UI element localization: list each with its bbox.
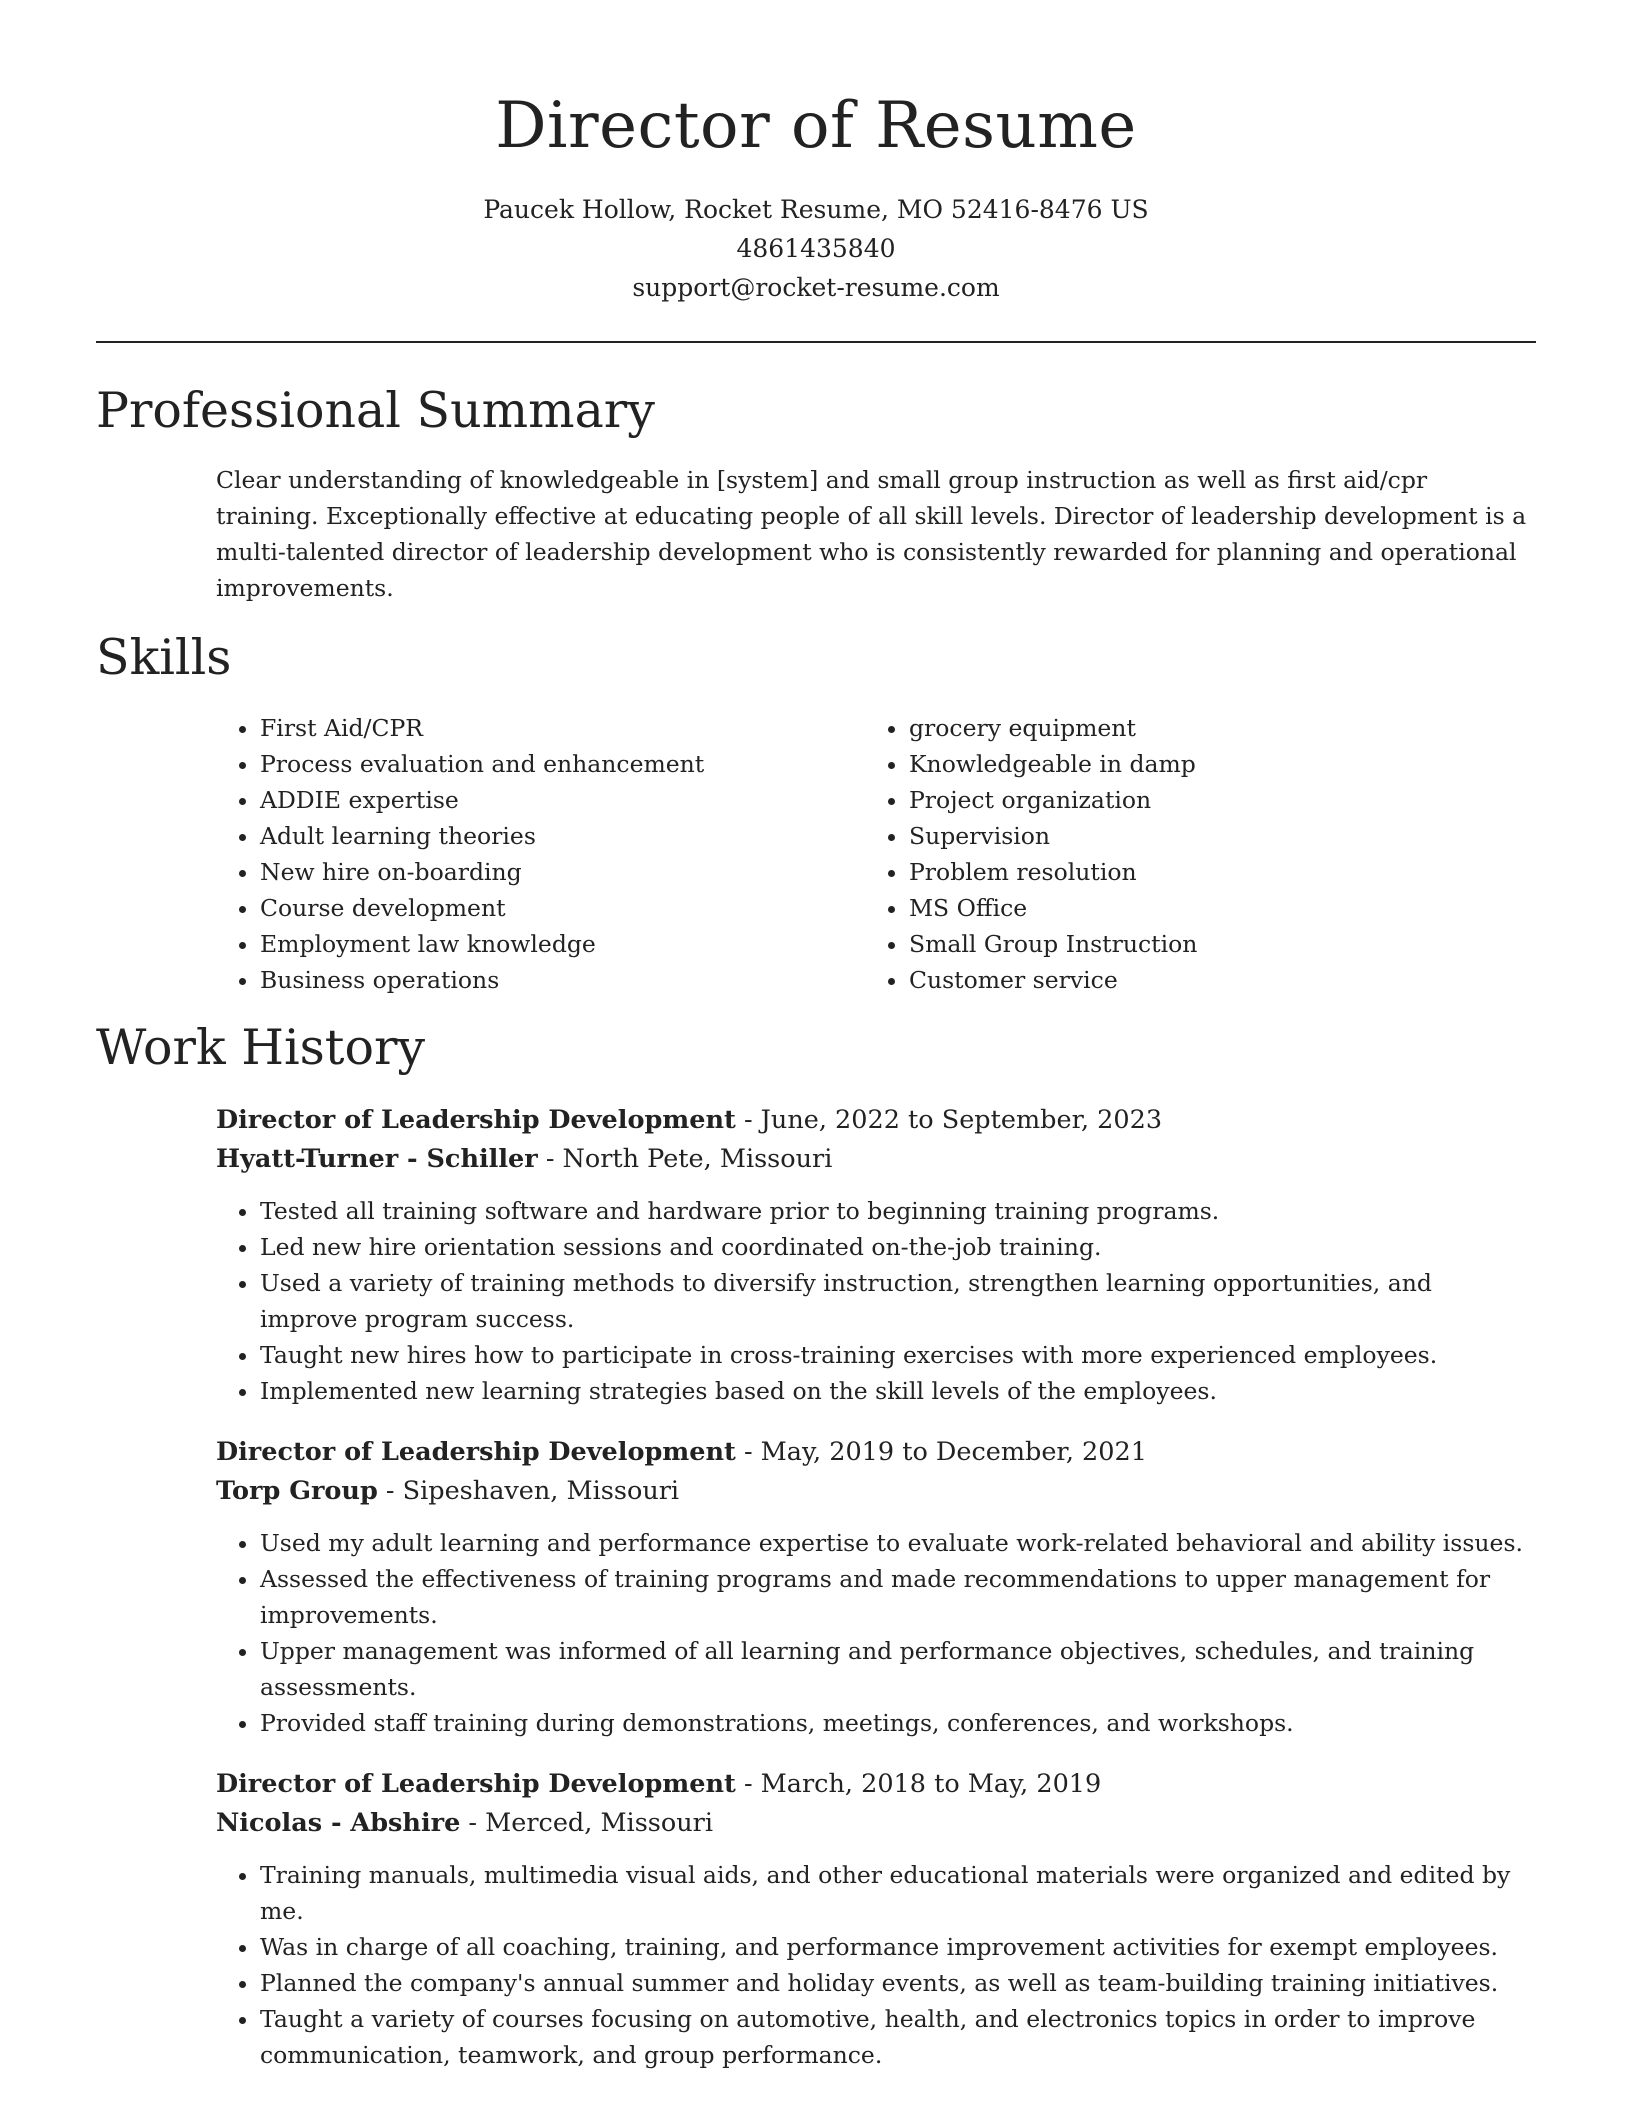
candidate-name: Director of Resume (495, 89, 1137, 163)
work-history-heading: Work History (96, 1019, 426, 1076)
job-company-line: Nicolas - Abshire - Merced, Missouri (216, 1808, 713, 1838)
job-bullet: • Implemented new learning strategies based on the skill levels of the employees. (260, 1373, 1536, 1409)
job-title-line: Director of Leadership Development - May, 2019 to December, 2021 (216, 1437, 1147, 1467)
phone: 4861435840 (736, 234, 896, 263)
job-company: Torp Group (216, 1476, 378, 1506)
skill-item: • Employment law knowledge (260, 926, 865, 962)
header-divider (96, 341, 1536, 343)
job-bullet: • Planned the company's annual summer and holiday events, as well as team-building training initiatives. (260, 1965, 1536, 2001)
job-company: Hyatt-Turner - Schiller (216, 1144, 538, 1174)
skill-item: • Problem resolution (909, 854, 1514, 890)
job-bullet: • Led new hire orientation sessions and coordinated on-the-job training. (260, 1229, 1536, 1265)
job-title: Director of Leadership Development (216, 1437, 736, 1467)
skill-item: • Process evaluation and enhancement (260, 746, 865, 782)
job-location: Sipeshaven, Missouri (402, 1476, 680, 1506)
skill-item: • MS Office (909, 890, 1514, 926)
job-entry (216, 1101, 1536, 1409)
job-title: Director of Leadership Development (216, 1769, 736, 1799)
job-company-line: Hyatt-Turner - Schiller - North Pete, Missouri (216, 1144, 833, 1174)
skill-item: • Project organization (909, 782, 1514, 818)
address: Paucek Hollow, Rocket Resume, MO 52416-8476 US (483, 195, 1149, 224)
skill-item: • Small Group Instruction (909, 926, 1514, 962)
job-location: North Pete, Missouri (562, 1144, 833, 1174)
skill-item: • First Aid/CPR (260, 710, 865, 746)
job-bullet: • Provided staff training during demonstrations, meetings, conferences, and workshops. (260, 1705, 1536, 1741)
job-entry (216, 1765, 1536, 2073)
job-title: Director of Leadership Development (216, 1105, 736, 1135)
skill-item: • Customer service (909, 962, 1514, 998)
skill-item: • Knowledgeable in damp (909, 746, 1514, 782)
summary-text: Clear understanding of knowledgeable in [system] and small group instruction as well as first aid/cpr training. Exceptionally effective at educating people of all skill levels. Director of leadership development is a multi-talented director of leadership development who is consistently rewarded for planning and operational improvements. (216, 466, 1527, 602)
job-bullets (216, 1193, 1536, 1409)
job-bullets (216, 1525, 1536, 1741)
summary-heading: Professional Summary (96, 382, 655, 439)
job-bullet: • Assessed the effectiveness of training programs and made recommendations to upper management for improvements. (260, 1561, 1536, 1633)
job-bullet: • Tested all training software and hardware prior to beginning training programs. (260, 1193, 1536, 1229)
skill-item: • Adult learning theories (260, 818, 865, 854)
job-bullet: • Was in charge of all coaching, training, and performance improvement activities for exempt employees. (260, 1929, 1536, 1965)
job-dates: March, 2018 to May, 2019 (760, 1769, 1102, 1799)
job-dates: June, 2022 to September, 2023 (760, 1105, 1163, 1135)
job-company: Nicolas - Abshire (216, 1808, 461, 1838)
job-title-line: Director of Leadership Development - March, 2018 to May, 2019 (216, 1769, 1102, 1799)
skill-item: • ADDIE expertise (260, 782, 865, 818)
work-history (216, 1101, 1536, 2097)
job-title-line: Director of Leadership Development - June, 2022 to September, 2023 (216, 1105, 1163, 1135)
skill-item: • grocery equipment (909, 710, 1514, 746)
resume-header (0, 0, 1632, 307)
job-bullet: • Taught new hires how to participate in cross-training exercises with more experienced employees. (260, 1337, 1536, 1373)
skill-item: • Supervision (909, 818, 1514, 854)
email: support@rocket-resume.com (632, 273, 1000, 302)
skills-list (216, 710, 1536, 998)
job-bullets (216, 1857, 1536, 2073)
job-bullet: • Taught a variety of courses focusing on automotive, health, and electronics topics in order to improve communication, teamwork, and group performance. (260, 2001, 1536, 2073)
job-bullet: • Used my adult learning and performance expertise to evaluate work-related behavioral and ability issues. (260, 1525, 1536, 1561)
skill-item: • Course development (260, 890, 865, 926)
job-bullet: • Used a variety of training methods to diversify instruction, strengthen learning opportunities, and improve program success. (260, 1265, 1536, 1337)
job-dates: May, 2019 to December, 2021 (760, 1437, 1147, 1467)
skill-item: • Business operations (260, 962, 865, 998)
job-bullet: • Training manuals, multimedia visual aids, and other educational materials were organized and edited by me. (260, 1857, 1536, 1929)
contact-info (0, 190, 1632, 307)
skills-column-right (865, 710, 1514, 998)
skills-column-left (216, 710, 865, 998)
job-location: Merced, Missouri (485, 1808, 713, 1838)
job-bullet: • Upper management was informed of all learning and performance objectives, schedules, and training assessments. (260, 1633, 1536, 1705)
skills-heading: Skills (96, 629, 232, 686)
skill-item: • New hire on-boarding (260, 854, 865, 890)
job-company-line: Torp Group - Sipeshaven, Missouri (216, 1476, 680, 1506)
job-entry (216, 1433, 1536, 1741)
